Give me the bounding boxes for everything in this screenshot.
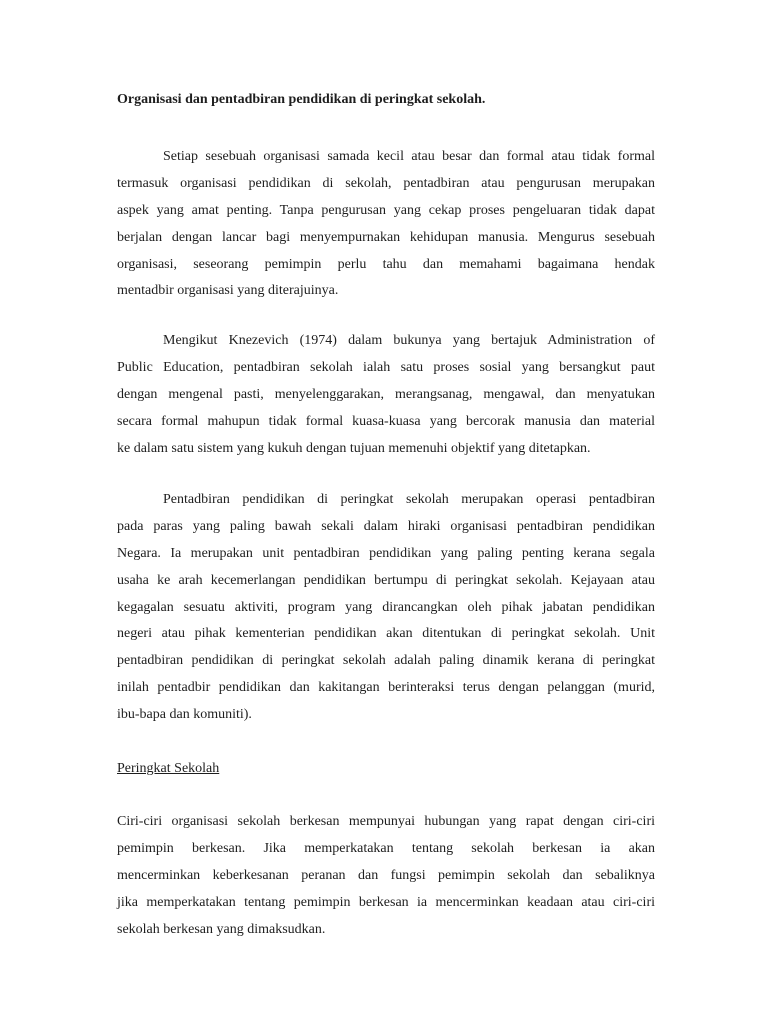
paragraph-line: negeri atau pihak kementerian pendidikan akan ditentukan di peringkat sekolah. Unit	[117, 626, 655, 642]
paragraph-3	[117, 487, 655, 729]
paragraph-line: ke dalam satu sistem yang kukuh dengan tujuan memenuhi objektif yang ditetapkan.	[117, 440, 591, 456]
paragraph-line: Setiap sesebuah organisasi samada kecil atau besar dan formal atau tidak formal	[163, 149, 655, 164]
paragraph-2	[117, 328, 655, 462]
paragraph-line: kegagalan sesuatu aktiviti, program yang dirancangkan oleh pihak jabatan pendidikan	[117, 599, 655, 615]
paragraph-line: secara formal mahupun tidak formal kuasa-kuasa yang bercorak manusia dan material	[117, 413, 655, 429]
section-heading: Peringkat Sekolah	[117, 761, 220, 776]
paragraph-line: dengan mengenal pasti, menyelenggarakan, merangsanag, mengawal, dan menyatukan	[117, 386, 655, 402]
paragraph-line: Negara. Ia merupakan unit pentadbiran pendidikan yang paling penting kerana segala	[117, 545, 655, 561]
paragraph-line: pemimpin berkesan. Jika memperkatakan tentang sekolah berkesan ia akan	[117, 840, 655, 856]
paragraph-1	[117, 144, 655, 305]
paragraph-line: usaha ke arah kecemerlangan pendidikan bertumpu di peringkat sekolah. Kejayaan atau	[117, 572, 655, 588]
section-heading-block	[117, 756, 655, 783]
paragraph-line: Ciri-ciri organisasi sekolah berkesan mempunyai hubungan yang rapat dengan ciri-ciri	[117, 814, 655, 829]
paragraph-line: mentadbir organisasi yang diterajuinya.	[117, 283, 339, 299]
paragraph-line: Public Education, pentadbiran sekolah ialah satu proses sosial yang bersangkut paut	[117, 359, 655, 375]
paragraph-line: aspek yang amat penting. Tanpa pengurusan yang cekap proses pengeluaran tidak dapat	[117, 202, 655, 218]
paragraph-line: Mengikut Knezevich (1974) dalam bukunya yang bertajuk Administration of	[163, 333, 655, 348]
paragraph-line: organisasi, seseorang pemimpin perlu tahu dan memahami bagaimana hendak	[117, 256, 655, 272]
paragraph-line: inilah pentadbir pendidikan dan kakitangan berinteraksi terus dengan pelanggan (murid,	[117, 680, 655, 696]
paragraph-line: mencerminkan keberkesanan peranan dan fungsi pemimpin sekolah dan sebaliknya	[117, 867, 655, 883]
paragraph-4	[117, 809, 655, 943]
paragraph-line: pada paras yang paling bawah sekali dalam hiraki organisasi pentadbiran pendidikan	[117, 518, 655, 534]
paragraph-line: Pentadbiran pendidikan di peringkat sekolah merupakan operasi pentadbiran	[163, 492, 655, 507]
title-block	[117, 87, 655, 114]
paragraph-line: termasuk organisasi pendidikan di sekolah, pentadbiran atau pengurusan merupakan	[117, 175, 655, 191]
document-title: Organisasi dan pentadbiran pendidikan di peringkat sekolah.	[117, 92, 486, 107]
paragraph-line: jika memperkatakan tentang pemimpin berkesan ia mencerminkan keadaan atau ciri-ciri	[117, 894, 655, 910]
paragraph-line: ibu-bapa dan komuniti).	[117, 707, 252, 723]
paragraph-line: pentadbiran pendidikan di peringkat sekolah adalah paling dinamik kerana di peringkat	[117, 653, 655, 669]
paragraph-line: sekolah berkesan yang dimaksudkan.	[117, 921, 326, 937]
paragraph-line: berjalan dengan lancar bagi menyempurnakan kehidupan manusia. Mengurus sesebuah	[117, 229, 655, 245]
